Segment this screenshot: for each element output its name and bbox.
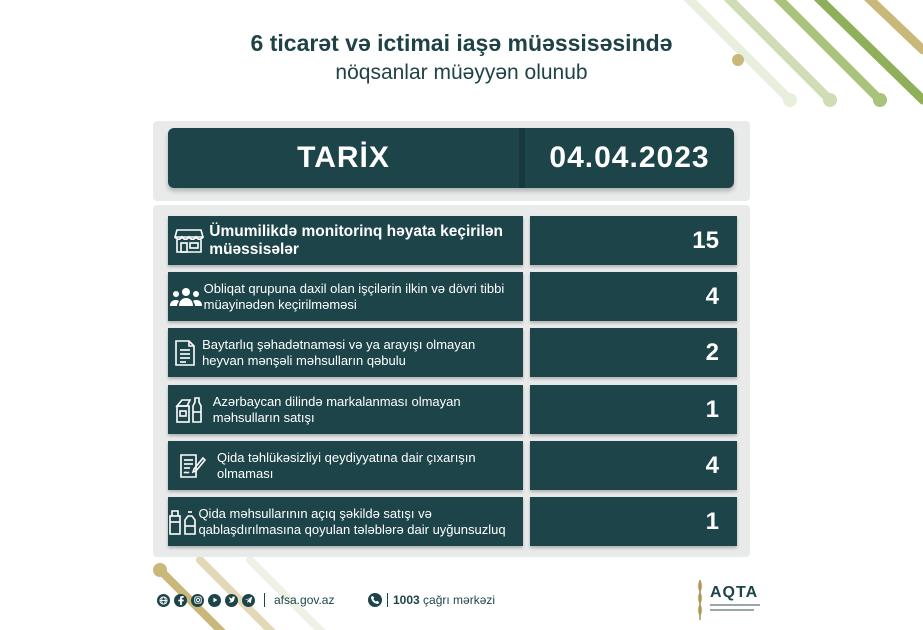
stat-row-label: Baytarlıq şəhadətnaməsi və ya arayışı olmayan heyvan mənşəli məhsulların qəbulu (202, 336, 476, 368)
hotline-number[interactable]: 1003 (393, 593, 420, 607)
headline (0, 30, 923, 85)
youtube-icon[interactable] (208, 594, 221, 607)
stat-row-value: 1 (530, 497, 737, 546)
stat-row-veterinary-certificate (168, 328, 737, 377)
storefront-icon (168, 228, 209, 254)
date-label: TARİX (297, 141, 390, 174)
date-value: 04.04.2023 (549, 141, 710, 174)
stat-row-packaging-requirements (168, 497, 737, 546)
stat-row-description (168, 441, 523, 490)
stat-row-description (168, 497, 523, 546)
stat-row-food-safety-registration (168, 441, 737, 490)
workers-group-icon (168, 286, 204, 308)
stat-row-label: Obliqat qrupuna daxil olan işçilərin ilkin və dövri tibbi müayinədən keçirilməməsi (203, 280, 505, 312)
stat-row-label: Qida təhlükəsizliyi qeydiyyatına dair çıxarışın olmaması (216, 449, 476, 481)
logo-subtitle-line (710, 609, 754, 611)
globe-icon[interactable] (157, 594, 170, 607)
stat-row-description (168, 385, 523, 434)
packaged-goods-icon (168, 396, 213, 424)
stat-row-value: 1 (530, 385, 737, 434)
website-link[interactable]: afsa.gov.az (274, 593, 335, 607)
stat-row-labeling (168, 385, 737, 434)
hotline-divider (387, 593, 388, 607)
hotline-label: çağrı mərkəzi (423, 593, 496, 607)
aqta-logo (692, 578, 762, 620)
facebook-icon[interactable] (174, 594, 187, 607)
headline-title: 6 ticarət və ictimai iaşə müəssisəsində (250, 30, 673, 56)
date-bar (168, 128, 734, 188)
twitter-icon[interactable] (225, 594, 238, 607)
stat-row-value: 2 (530, 328, 737, 377)
telegram-icon[interactable] (242, 594, 255, 607)
stat-row-description (168, 216, 523, 265)
logo-subtitle-line (710, 604, 760, 606)
footer-divider (264, 593, 265, 607)
stat-row-medical-exam (168, 272, 737, 321)
stat-row-label: Qida məhsullarının açıq şəkildə satışı və qablaşdırılmasına qoyulan tələblərə dair uyğunsuzluq (198, 505, 506, 537)
food-products-icon (168, 508, 198, 536)
logo-name: AQTA (710, 584, 759, 601)
stat-row-value: 4 (530, 441, 737, 490)
footer-social (157, 590, 334, 610)
stat-row-monitored (168, 216, 737, 265)
stat-row-value: 15 (530, 216, 737, 265)
registration-form-icon (168, 452, 217, 480)
phone-icon (368, 593, 382, 607)
wheat-logo-icon (692, 578, 708, 620)
stat-row-description (168, 328, 523, 377)
stat-row-label: Ümumilikdə monitorinq həyata keçirilən müəssisələr (209, 222, 503, 258)
footer-hotline (368, 590, 495, 610)
stat-row-description (168, 272, 523, 321)
certificate-document-icon (168, 339, 202, 367)
headline-subtitle: nöqsanlar müəyyən olunub (335, 60, 588, 84)
instagram-icon[interactable] (191, 594, 204, 607)
stat-row-value: 4 (530, 272, 737, 321)
stat-row-label: Azərbaycan dilində markalanması olmayan məhsulların satışı (212, 393, 461, 425)
